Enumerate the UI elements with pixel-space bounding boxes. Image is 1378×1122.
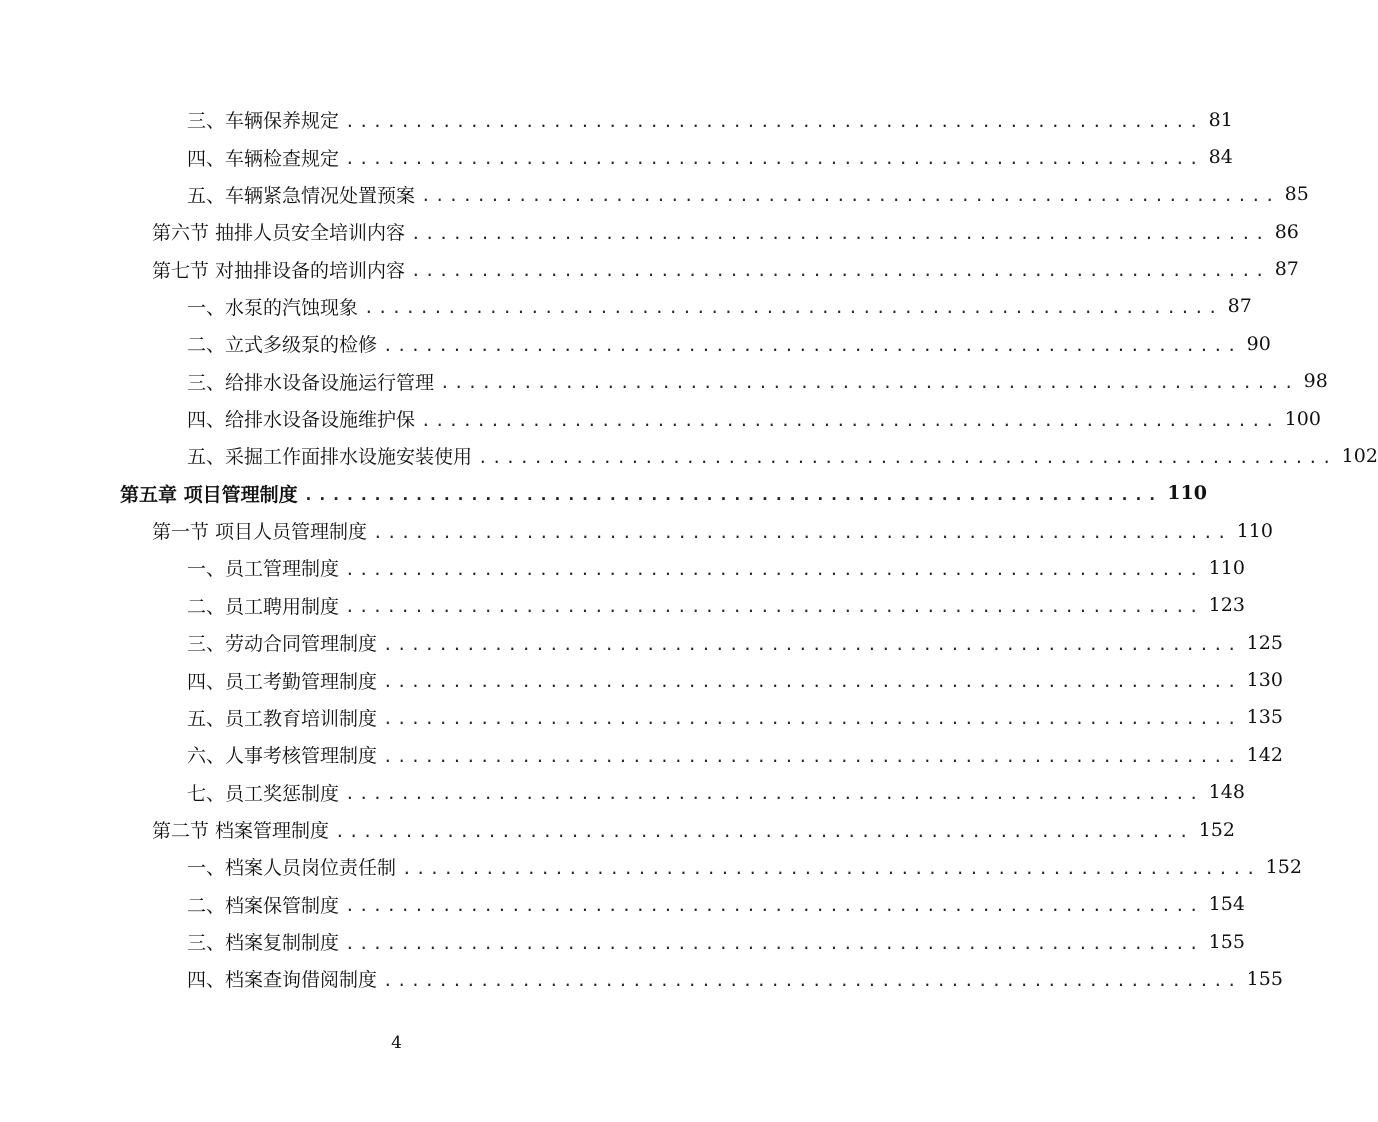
toc-entry-title: 四、档案查询借阅制度 xyxy=(187,969,378,992)
toc-entry-title: 三、车辆保养规定 xyxy=(187,110,340,133)
dot-leader: .............................................................. xyxy=(303,485,1162,505)
toc-entry-title: 一、员工管理制度 xyxy=(187,558,340,581)
toc-entry[interactable] xyxy=(187,699,1283,736)
dot-leader: .............................................................. xyxy=(383,970,1241,990)
toc-entry-page: 142 xyxy=(1246,743,1283,766)
page-number: 4 xyxy=(391,1033,402,1053)
toc-entry[interactable] xyxy=(187,288,1252,325)
toc-entry-page: 102 xyxy=(1341,444,1378,467)
toc-entry[interactable] xyxy=(187,773,1245,810)
toc-entry[interactable] xyxy=(152,213,1299,250)
toc-entry[interactable] xyxy=(187,960,1283,997)
toc-entry-title: 第二节 档案管理制度 xyxy=(152,820,330,842)
toc-entry-title: 五、采掘工作面排水设施安装使用 xyxy=(187,446,473,469)
dot-leader: .............................................................. xyxy=(345,933,1203,953)
toc-entry-page: 152 xyxy=(1198,818,1235,841)
dot-leader: .............................................................. xyxy=(421,410,1279,430)
toc-entry[interactable] xyxy=(187,736,1283,773)
toc-entry-page: 154 xyxy=(1208,893,1245,916)
toc-entry-page: 152 xyxy=(1265,855,1302,878)
dot-leader: .............................................................. xyxy=(421,186,1279,206)
dot-leader: .............................................................. xyxy=(383,634,1241,654)
toc-entry-page: 110 xyxy=(1167,482,1207,505)
dot-leader: .............................................................. xyxy=(383,709,1241,729)
toc-entry-title: 一、档案人员岗位责任制 xyxy=(187,857,397,880)
toc-entry-page: 85 xyxy=(1284,183,1309,206)
dot-leader: .............................................................. xyxy=(345,149,1203,169)
toc-entry-page: 148 xyxy=(1208,781,1245,804)
toc-entry-page: 98 xyxy=(1303,370,1328,393)
toc-entry-title: 四、给排水设备设施维护保 xyxy=(187,409,416,432)
toc-entry[interactable] xyxy=(187,400,1321,437)
toc-entry[interactable] xyxy=(187,923,1245,960)
toc-entry[interactable] xyxy=(187,363,1328,400)
toc-entry-page: 135 xyxy=(1246,706,1283,729)
toc-entry[interactable] xyxy=(152,811,1235,848)
toc-entry-title: 第七节 对抽排设备的培训内容 xyxy=(152,259,406,282)
toc-entry-page: 86 xyxy=(1274,220,1299,243)
toc-entry-page: 155 xyxy=(1208,930,1245,953)
toc-entry-title: 第五章 项目管理制度 xyxy=(120,483,298,506)
toc-entry-title: 四、车辆检查规定 xyxy=(187,147,340,170)
dot-leader: .............................................................. xyxy=(383,335,1241,355)
toc-entry-page: 90 xyxy=(1246,332,1271,355)
toc-entry-title: 七、员工奖惩制度 xyxy=(187,782,340,805)
toc-entry-page: 155 xyxy=(1246,967,1283,990)
toc-entry-title: 一、水泵的汽蚀现象 xyxy=(187,296,359,319)
toc-entry-page: 87 xyxy=(1227,295,1252,318)
toc-entry[interactable] xyxy=(187,587,1245,624)
toc-entry[interactable] xyxy=(152,512,1273,549)
table-of-contents xyxy=(0,101,1378,998)
toc-entry-title: 三、给排水设备设施运行管理 xyxy=(187,371,435,394)
toc-entry[interactable] xyxy=(187,325,1271,362)
dot-leader: .............................................................. xyxy=(345,111,1203,131)
toc-entry[interactable] xyxy=(152,250,1299,287)
toc-entry-page: 123 xyxy=(1208,594,1245,617)
toc-entry-page: 84 xyxy=(1208,146,1233,169)
toc-entry[interactable] xyxy=(187,661,1283,698)
dot-leader: .............................................................. xyxy=(345,896,1203,916)
toc-entry-title: 五、车辆紧急情况处置预案 xyxy=(187,184,416,207)
toc-entry-page: 81 xyxy=(1208,108,1233,131)
toc-entry-title: 三、档案复制制度 xyxy=(187,932,340,955)
dot-leader: .............................................................. xyxy=(364,298,1222,318)
dot-leader: .............................................................. xyxy=(345,597,1203,617)
dot-leader: .............................................................. xyxy=(383,672,1241,692)
dot-leader: .............................................................. xyxy=(411,223,1269,243)
toc-entry[interactable] xyxy=(187,549,1245,586)
toc-entry-title: 二、立式多级泵的检修 xyxy=(187,334,378,357)
toc-entry-title: 二、档案保管制度 xyxy=(187,894,340,917)
toc-chapter-entry[interactable] xyxy=(120,475,1207,512)
toc-entry-page: 100 xyxy=(1284,407,1321,430)
toc-entry-title: 四、员工考勤管理制度 xyxy=(187,670,378,693)
dot-leader: .............................................................. xyxy=(383,746,1241,766)
toc-entry-title: 第六节 抽排人员安全培训内容 xyxy=(152,222,406,245)
toc-entry[interactable] xyxy=(187,886,1245,923)
toc-entry[interactable] xyxy=(187,437,1378,474)
toc-entry-page: 87 xyxy=(1274,258,1299,281)
toc-entry-page: 110 xyxy=(1236,519,1273,542)
dot-leader: .............................................................. xyxy=(478,447,1336,467)
toc-entry-title: 五、员工教育培训制度 xyxy=(187,707,378,730)
dot-leader: .............................................................. xyxy=(345,559,1203,579)
toc-entry[interactable] xyxy=(187,848,1302,885)
dot-leader: .............................................................. xyxy=(345,784,1203,804)
toc-entry-title: 二、员工聘用制度 xyxy=(187,595,340,618)
dot-leader: .............................................................. xyxy=(335,821,1193,841)
toc-entry[interactable] xyxy=(187,138,1233,175)
toc-entry[interactable] xyxy=(187,101,1233,138)
toc-entry-page: 130 xyxy=(1246,669,1283,692)
toc-entry-title: 第一节 项目人员管理制度 xyxy=(152,521,368,544)
dot-leader: .............................................................. xyxy=(411,261,1269,281)
toc-entry-page: 125 xyxy=(1246,631,1283,654)
toc-entry-title: 六、人事考核管理制度 xyxy=(187,745,378,768)
dot-leader: .............................................................. xyxy=(373,522,1231,542)
dot-leader: .............................................................. xyxy=(402,858,1260,878)
toc-entry-page: 110 xyxy=(1208,556,1245,579)
toc-entry[interactable] xyxy=(187,176,1309,213)
dot-leader: .............................................................. xyxy=(440,373,1298,393)
toc-entry-title: 三、劳动合同管理制度 xyxy=(187,633,378,656)
toc-entry[interactable] xyxy=(187,624,1283,661)
